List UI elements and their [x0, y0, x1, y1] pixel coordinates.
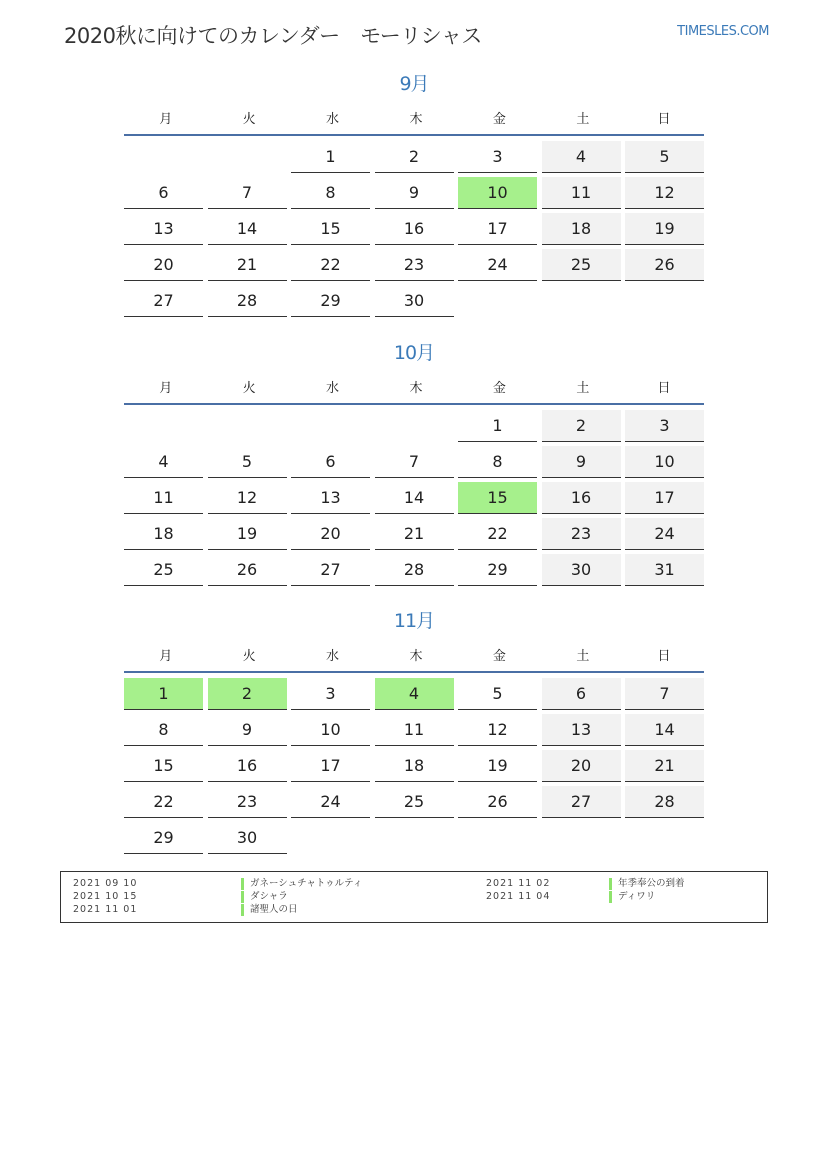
day-cell: 16 — [542, 482, 621, 514]
legend-date: 2021 09 10 — [73, 878, 138, 889]
day-grid — [124, 410, 704, 586]
day-cell: 29 — [124, 822, 203, 854]
day-cell: 20 — [542, 750, 621, 782]
weekday-label: 日 — [657, 380, 671, 396]
day-cell: 9 — [542, 446, 621, 478]
day-cell: 27 — [542, 786, 621, 818]
weekday-label: 水 — [326, 648, 340, 664]
day-cell: 7 — [375, 446, 454, 478]
day-cell: 10 — [625, 446, 704, 478]
day-cell: 21 — [375, 518, 454, 550]
day-cell: 25 — [542, 249, 621, 281]
day-cell: 30 — [375, 285, 454, 317]
weekday-label: 月 — [159, 111, 173, 127]
day-cell: 24 — [291, 786, 370, 818]
month-october — [124, 339, 704, 586]
day-cell: 17 — [291, 750, 370, 782]
day-cell: 5 — [625, 141, 704, 173]
month-title: 11月 — [393, 610, 435, 632]
day-cell: 1 — [458, 410, 537, 442]
legend-date: 2021 10 15 — [73, 891, 138, 902]
day-grid — [124, 141, 704, 317]
day-cell: 22 — [291, 249, 370, 281]
day-cell: 2 — [542, 410, 621, 442]
day-cell: 15 — [291, 213, 370, 245]
day-cell: 12 — [208, 482, 287, 514]
day-cell: 23 — [542, 518, 621, 550]
day-cell: 28 — [208, 285, 287, 317]
weekday-label: 月 — [159, 380, 173, 396]
day-cell: 25 — [375, 786, 454, 818]
month-november — [124, 607, 704, 854]
legend-date: 2021 11 02 — [486, 878, 551, 889]
legend-name: 諸聖人の日 — [241, 904, 298, 916]
day-cell: 8 — [291, 177, 370, 209]
day-cell: 8 — [124, 714, 203, 746]
day-cell: 17 — [625, 482, 704, 514]
weekday-label: 金 — [492, 380, 506, 396]
weekday-label: 土 — [576, 648, 590, 664]
day-cell: 3 — [625, 410, 704, 442]
day-cell: 26 — [208, 554, 287, 586]
day-cell: 6 — [291, 446, 370, 478]
day-cell: 18 — [375, 750, 454, 782]
day-cell: 17 — [458, 213, 537, 245]
day-cell: 23 — [375, 249, 454, 281]
day-cell: 24 — [625, 518, 704, 550]
weekday-label: 火 — [242, 648, 256, 664]
day-cell: 9 — [375, 177, 454, 209]
empty-cell — [124, 141, 203, 173]
day-cell: 5 — [208, 446, 287, 478]
holiday-day-cell: 4 — [375, 678, 454, 710]
day-cell: 18 — [542, 213, 621, 245]
day-cell: 28 — [625, 786, 704, 818]
weekday-header — [124, 100, 704, 136]
day-cell: 14 — [625, 714, 704, 746]
empty-cell — [291, 410, 370, 442]
day-cell: 14 — [208, 213, 287, 245]
weekday-label: 日 — [657, 111, 671, 127]
weekday-label: 水 — [326, 111, 340, 127]
legend-date: 2021 11 04 — [486, 891, 551, 902]
day-cell: 19 — [625, 213, 704, 245]
legend-name: 年季奉公の到着 — [609, 878, 685, 890]
weekday-header — [124, 369, 704, 405]
day-cell: 30 — [542, 554, 621, 586]
day-cell: 9 — [208, 714, 287, 746]
weekday-label: 日 — [657, 648, 671, 664]
day-cell: 29 — [291, 285, 370, 317]
day-cell: 3 — [291, 678, 370, 710]
day-cell: 29 — [458, 554, 537, 586]
day-cell: 27 — [291, 554, 370, 586]
empty-cell — [208, 141, 287, 173]
legend-name: ガネーシュチャトゥルティ — [241, 878, 362, 890]
day-cell: 18 — [124, 518, 203, 550]
day-cell: 12 — [625, 177, 704, 209]
empty-cell — [208, 410, 287, 442]
day-cell: 7 — [208, 177, 287, 209]
day-cell: 21 — [208, 249, 287, 281]
holiday-day-cell: 2 — [208, 678, 287, 710]
legend-name: ダシャラ — [241, 891, 288, 903]
day-cell: 28 — [375, 554, 454, 586]
day-cell: 27 — [124, 285, 203, 317]
weekday-label: 木 — [409, 648, 423, 664]
day-cell: 22 — [458, 518, 537, 550]
day-cell: 8 — [458, 446, 537, 478]
day-cell: 12 — [458, 714, 537, 746]
day-grid — [124, 678, 704, 854]
day-cell: 10 — [291, 714, 370, 746]
day-cell: 20 — [291, 518, 370, 550]
weekday-header — [124, 637, 704, 673]
weekday-label: 土 — [576, 380, 590, 396]
weekday-label: 金 — [492, 111, 506, 127]
holiday-day-cell: 1 — [124, 678, 203, 710]
weekday-label: 木 — [409, 111, 423, 127]
weekday-label: 月 — [159, 648, 173, 664]
day-cell: 6 — [124, 177, 203, 209]
day-cell: 31 — [625, 554, 704, 586]
weekday-label: 土 — [576, 111, 590, 127]
day-cell: 2 — [375, 141, 454, 173]
day-cell: 20 — [124, 249, 203, 281]
day-cell: 4 — [124, 446, 203, 478]
day-cell: 4 — [542, 141, 621, 173]
month-title: 9月 — [399, 73, 429, 95]
day-cell: 26 — [458, 786, 537, 818]
day-cell: 6 — [542, 678, 621, 710]
empty-cell — [375, 410, 454, 442]
month-title: 10月 — [393, 342, 435, 364]
weekday-label: 火 — [242, 380, 256, 396]
day-cell: 23 — [208, 786, 287, 818]
day-cell: 30 — [208, 822, 287, 854]
day-cell: 24 — [458, 249, 537, 281]
day-cell: 1 — [291, 141, 370, 173]
day-cell: 11 — [375, 714, 454, 746]
day-cell: 19 — [458, 750, 537, 782]
month-september — [124, 70, 704, 317]
day-cell: 15 — [124, 750, 203, 782]
site-link[interactable]: TIMESLES.COM — [677, 24, 769, 39]
day-cell: 5 — [458, 678, 537, 710]
weekday-label: 水 — [326, 380, 340, 396]
day-cell: 11 — [542, 177, 621, 209]
day-cell: 22 — [124, 786, 203, 818]
weekday-label: 木 — [409, 380, 423, 396]
day-cell: 19 — [208, 518, 287, 550]
day-cell: 16 — [375, 213, 454, 245]
holiday-day-cell: 10 — [458, 177, 537, 209]
weekday-label: 金 — [492, 648, 506, 664]
day-cell: 25 — [124, 554, 203, 586]
legend-date: 2021 11 01 — [73, 904, 138, 915]
day-cell: 3 — [458, 141, 537, 173]
day-cell: 13 — [542, 714, 621, 746]
day-cell: 26 — [625, 249, 704, 281]
day-cell: 14 — [375, 482, 454, 514]
day-cell: 13 — [124, 213, 203, 245]
day-cell: 16 — [208, 750, 287, 782]
day-cell: 21 — [625, 750, 704, 782]
day-cell: 7 — [625, 678, 704, 710]
holiday-day-cell: 15 — [458, 482, 537, 514]
holiday-legend — [60, 871, 768, 923]
day-cell: 11 — [124, 482, 203, 514]
day-cell: 13 — [291, 482, 370, 514]
page-title: 2020秋に向けてのカレンダー モーリシャス — [64, 24, 482, 48]
weekday-label: 火 — [242, 111, 256, 127]
empty-cell — [124, 410, 203, 442]
legend-name: ディワリ — [609, 891, 655, 903]
